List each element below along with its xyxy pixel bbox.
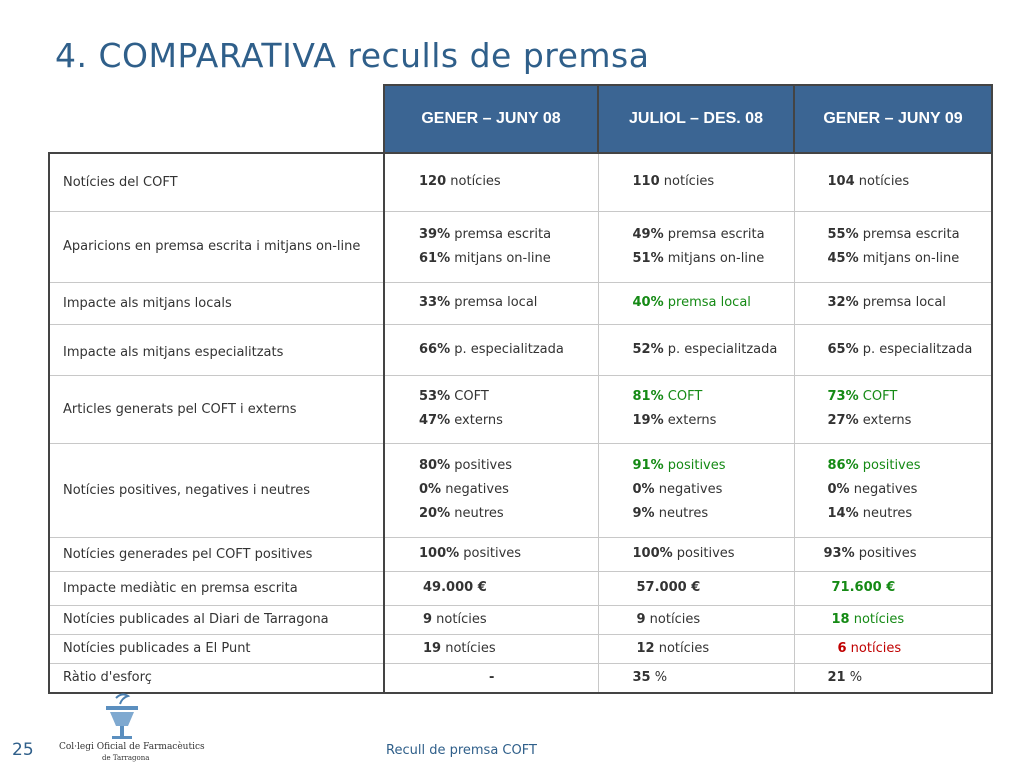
cell-value: 19 notícies — [384, 634, 598, 663]
row-label: Notícies del COFT — [49, 153, 384, 211]
table-header-row — [49, 85, 992, 153]
logo-name: Col·legi Oficial de Farmacèutics — [59, 742, 205, 752]
table-row — [49, 663, 992, 693]
header-gener-juny-08: GENER – JUNY 08 — [384, 85, 598, 153]
row-label: Aparicions en premsa escrita i mitjans on-line — [49, 211, 384, 282]
cell-value: - — [384, 663, 598, 693]
cell-value: 9 notícies — [598, 605, 794, 634]
cell-value: 55% premsa escrita 45% mitjans on-line — [794, 211, 992, 282]
cell-value: 104 notícies — [794, 153, 992, 211]
page-title: 4. COMPARATIVA reculls de premsa — [55, 36, 650, 75]
cell-value: 35 % — [598, 663, 794, 693]
row-label: Notícies positives, negatives i neutres — [49, 443, 384, 537]
row-label: Impacte als mitjans locals — [49, 282, 384, 324]
table-row — [49, 375, 992, 443]
cell-value: 21 % — [794, 663, 992, 693]
cell-value: 120 notícies — [384, 153, 598, 211]
cell-value: 65% p. especialitzada — [794, 324, 992, 375]
table-row — [49, 571, 992, 605]
cell-value: 33% premsa local — [384, 282, 598, 324]
cell-value-highlight: 71.600 € — [794, 571, 992, 605]
cell-value: 49.000 € — [384, 571, 598, 605]
row-label: Ràtio d'esforç — [49, 663, 384, 693]
row-label: Articles generats pel COFT i externs — [49, 375, 384, 443]
header-blank-cell — [49, 85, 384, 153]
cell-value: 39% premsa escrita 61% mitjans on-line — [384, 211, 598, 282]
row-label: Notícies publicades a El Punt — [49, 634, 384, 663]
table-row — [49, 443, 992, 537]
cell-value-highlight: 40% premsa local — [598, 282, 794, 324]
row-label: Impacte mediàtic en premsa escrita — [49, 571, 384, 605]
table-row — [49, 324, 992, 375]
table-row — [49, 537, 992, 571]
header-juliol-des-08: JULIOL – DES. 08 — [598, 85, 794, 153]
cell-value: 66% p. especialitzada — [384, 324, 598, 375]
cell-value: 49% premsa escrita 51% mitjans on-line — [598, 211, 794, 282]
cell-value: 100% positives — [598, 537, 794, 571]
cell-value: 53% COFT 47% externs — [384, 375, 598, 443]
cell-value: 100% positives — [384, 537, 598, 571]
cell-value: 52% p. especialitzada — [598, 324, 794, 375]
cell-value: 57.000 € — [598, 571, 794, 605]
cell-value: 81% COFT 19% externs — [598, 375, 794, 443]
table-row — [49, 211, 992, 282]
header-gener-juny-09: GENER – JUNY 09 — [794, 85, 992, 153]
cell-value: 12 notícies — [598, 634, 794, 663]
row-label: Notícies generades pel COFT positives — [49, 537, 384, 571]
cell-value: 110 notícies — [598, 153, 794, 211]
cell-value: 93% positives — [794, 537, 992, 571]
table-row — [49, 153, 992, 211]
row-label: Impacte als mitjans especialitzats — [49, 324, 384, 375]
footer-text: Recull de premsa COFT — [386, 743, 537, 758]
cell-value: 86% positives 0% negatives 14% neutres — [794, 443, 992, 537]
cell-value: 73% COFT 27% externs — [794, 375, 992, 443]
comparison-table — [48, 84, 993, 694]
logo-subtitle: de Tarragona — [102, 754, 150, 762]
table-row — [49, 605, 992, 634]
cell-value: 32% premsa local — [794, 282, 992, 324]
table-row — [49, 634, 992, 663]
cell-value-highlight: 6 notícies — [794, 634, 992, 663]
page-number: 25 — [12, 740, 34, 760]
cell-value: 91% positives 0% negatives 9% neutres — [598, 443, 794, 537]
row-label: Notícies publicades al Diari de Tarragona — [49, 605, 384, 634]
cell-value-highlight: 18 notícies — [794, 605, 992, 634]
cell-value: 9 notícies — [384, 605, 598, 634]
cell-value: 80% positives 0% negatives 20% neutres — [384, 443, 598, 537]
table-row — [49, 282, 992, 324]
